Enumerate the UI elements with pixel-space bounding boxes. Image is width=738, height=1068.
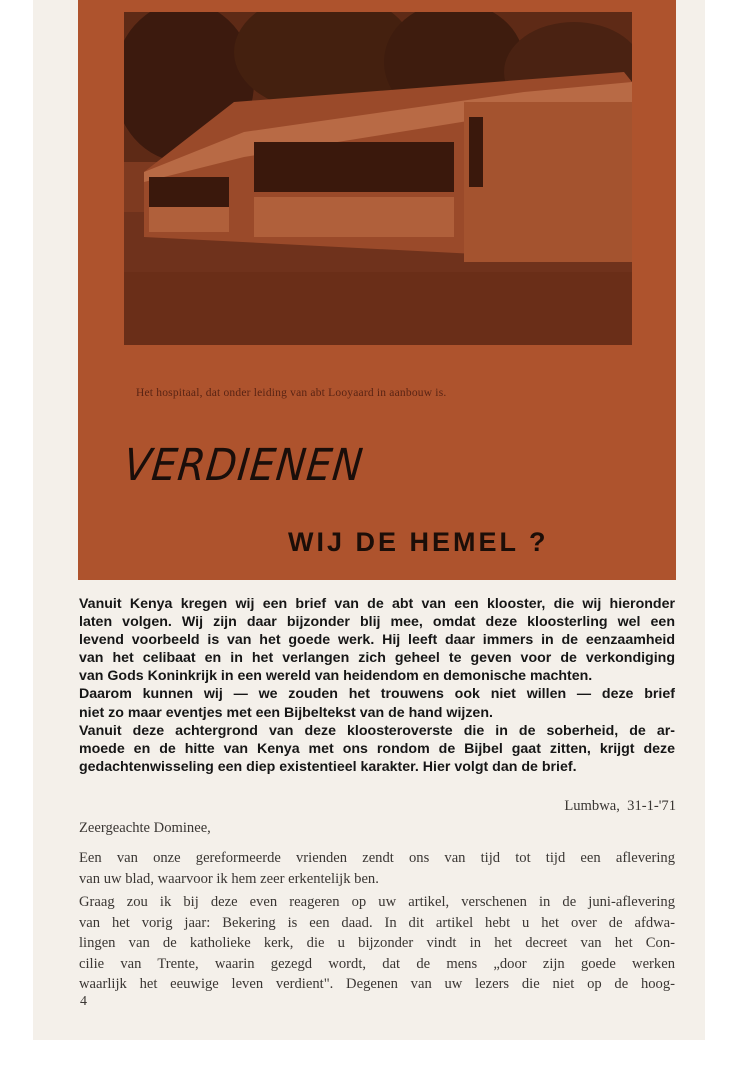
intro-line: laten volgen. Wij zijn daar bijzonder blij mee, omdat deze kloosterling wel een [79, 614, 675, 631]
letter-line: van uw blad, waarvoor ik hem zeer erkentelijk ben. [79, 870, 379, 887]
intro-line: van het celibaat en in het verlangen zich geheel te geven voor de verkondiging [79, 650, 675, 667]
intro-line: van Gods Koninkrijk in een wereld van heidendom en demonische machten. [79, 668, 593, 685]
intro-line: gedachtenwisseling een diep existentieel karakter. Hier volgt dan de brief. [79, 758, 577, 775]
letter-line: waarlijk het eeuwige leven verdient". Degenen van uw lezers die niet op de hoog- [79, 976, 675, 992]
photo-caption: Het hospitaal, dat onder leiding van abt Looyaard in aanbouw is. [136, 387, 447, 399]
hospital-photo-image [124, 12, 632, 345]
letter-paragraph [79, 848, 675, 889]
letter-paragraph [79, 892, 675, 995]
letter-line: Een van onze gereformeerde vrienden zendt ons van tijd tot tijd een aflevering [79, 850, 675, 866]
intro-line: niet zo maar eventjes met een Bijbeltekst van de hand wijzen. [79, 704, 493, 721]
letter-line: lingen van de katholieke kerk, die u bijzonder vindt in het decreet van het Con- [79, 935, 675, 951]
page-number: 4 [80, 994, 87, 1009]
letter-line: cilie van Trente, waarin gezegd wordt, dat de mens „door zijn goede werken [79, 955, 675, 972]
letter-line: Graag zou ik bij deze even reageren op uw artikel, verschenen in de juni-aflevering [79, 894, 675, 910]
letter-salutation: Zeergeachte Dominee, [79, 820, 211, 836]
letter-place-date: Lumbwa, 31-1-'71 [564, 798, 676, 814]
hospital-photo [124, 12, 632, 345]
intro-text [79, 595, 675, 776]
intro-line: Vanuit Kenya kregen wij een brief van de abt van een klooster, die wij hieronder [79, 596, 675, 612]
intro-line: Vanuit deze achtergrond van deze kloosteroverste die in de soberheid, de ar- [79, 722, 675, 739]
intro-line: Daarom kunnen wij — we zouden het trouwens ook niet willen — deze brief [79, 686, 675, 703]
article-title: VERDIENEN [121, 440, 366, 491]
intro-line: levend voorbeeld is van het goede werk. Hij leeft daar immers in de eenzaamheid [79, 632, 675, 649]
article-subtitle: WIJ DE HEMEL ? [288, 527, 549, 557]
intro-line: moede en de hitte van Kenya met ons rondom de Bijbel gaat zitten, krijgt deze [79, 740, 675, 757]
letter-line: van het vorig jaar: Bekering is een daad. In dit artikel hebt u het over de afdwa- [79, 914, 675, 931]
